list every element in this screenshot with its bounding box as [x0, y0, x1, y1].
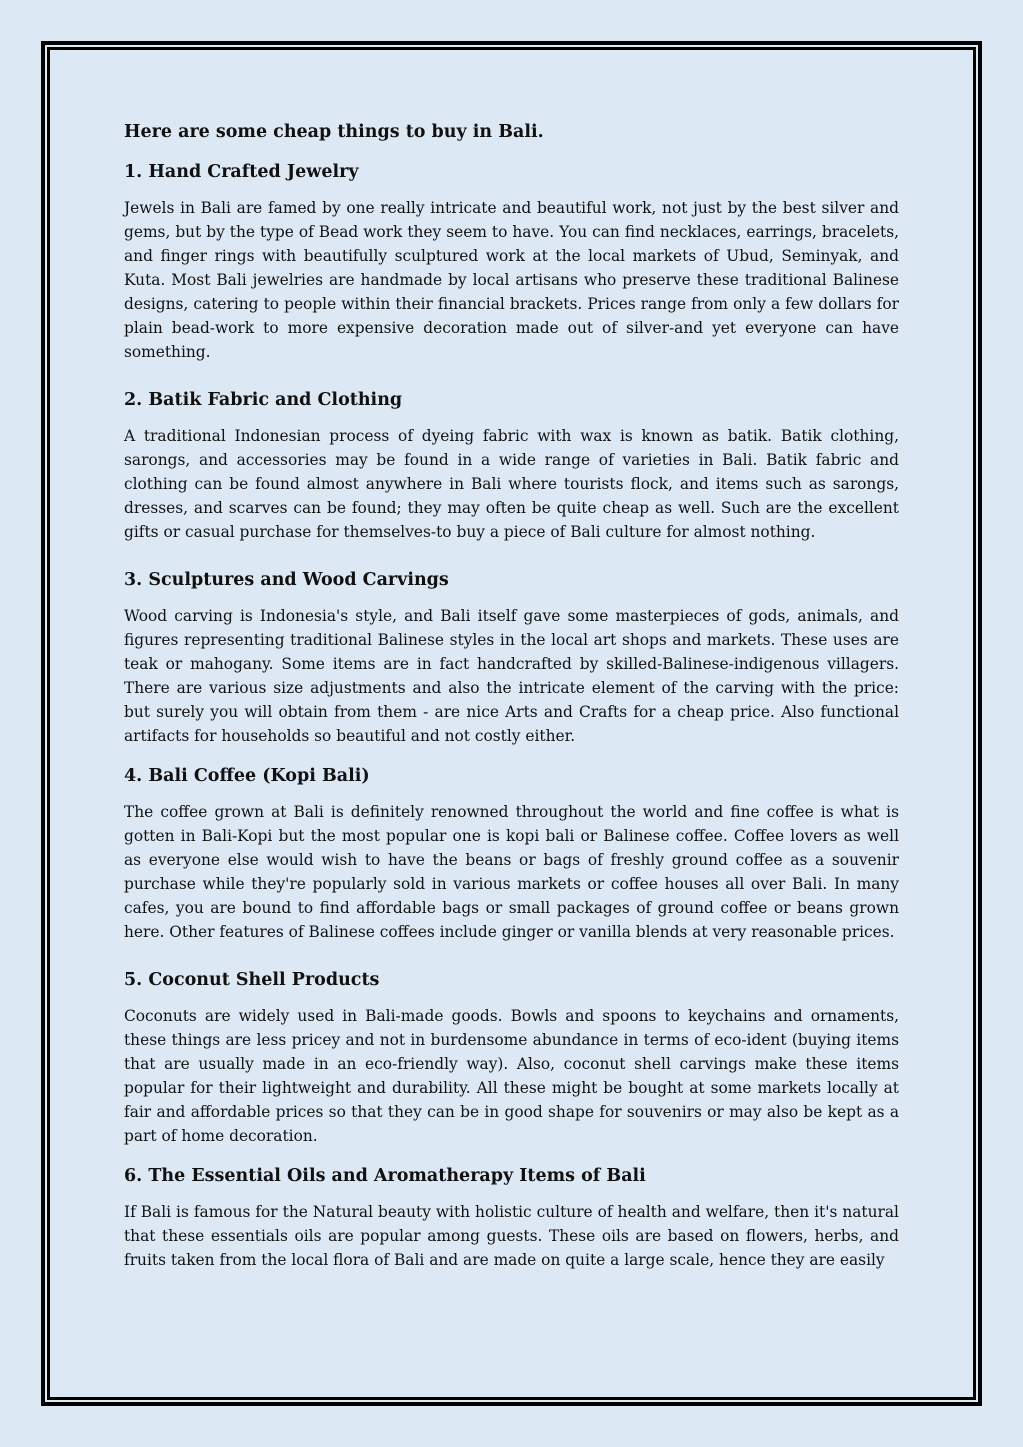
section-heading: 5. Coconut Shell Products: [124, 970, 380, 990]
section-heading: 2. Batik Fabric and Clothing: [124, 390, 403, 410]
section-wood-carvings: [124, 568, 899, 748]
document-body: [124, 120, 899, 1296]
section-essential-oils: [124, 1164, 899, 1272]
section-hand-crafted-jewelry: [124, 160, 899, 364]
section-paragraph: Jewels in Bali are famed by one really intricate and beautiful work, not just by the best silver and gems, but by the type of Bead work they seem to have. You can find necklaces, earrings, bracelets, and finger rings with beautifully sculptured work at the local markets of Ubud, Seminyak, and Kuta. Most Bali jewelries are handmade by local artisans who preserve these traditional Balinese designs, catering to people within their financial brackets. Prices range from only a few dollars for plain bead-work to more expensive decoration made out of silver-and yet everyone can have something.: [124, 199, 899, 361]
intro-heading: Here are some cheap things to buy in Bali.: [124, 122, 544, 142]
section-heading: 1. Hand Crafted Jewelry: [124, 162, 359, 182]
section-coconut-shell: [124, 968, 899, 1148]
section-paragraph: If Bali is famous for the Natural beauty with holistic culture of health and welfare, then it's natural that these essentials oils are popular among guests. These oils are based on flowers, herbs, and fruits taken from the local flora of Bali and are made on quite a large scale, hence they are easily: [124, 1203, 899, 1269]
section-batik-fabric: [124, 388, 899, 544]
section-paragraph: Coconuts are widely used in Bali-made goods. Bowls and spoons to keychains and ornaments, these things are less pricey and not in burdensome abundance in terms of eco-ident (buying items that are usually made in an eco-friendly way). Also, coconut shell carvings make these items popular for their lightweight and durability. All these might be bought at some markets locally at fair and affordable prices so that they can be in good shape for souvenirs or may also be kept as a part of home decoration.: [124, 1007, 899, 1145]
section-heading: 4. Bali Coffee (Kopi Bali): [124, 766, 370, 786]
section-bali-coffee: [124, 764, 899, 944]
section-paragraph: The coffee grown at Bali is definitely renowned throughout the world and fine coffee is what is gotten in Bali-Kopi but the most popular one is kopi bali or Balinese coffee. Coffee lovers as well as everyone else would wish to have the beans or bags of freshly ground coffee as a souvenir purchase while they're popularly sold in various markets or coffee houses all over Bali. In many cafes, you are bound to find affordable bags or small packages of ground coffee or beans grown here. Other features of Balinese coffees include ginger or vanilla blends at very reasonable prices.: [124, 803, 899, 941]
section-paragraph: Wood carving is Indonesia's style, and Bali itself gave some masterpieces of gods, animals, and figures representing traditional Balinese styles in the local art shops and markets. These uses are teak or mahogany. Some items are in fact handcrafted by skilled-Balinese-indigenous villagers. There are various size adjustments and also the intricate element of the carving with the price: but surely you will obtain from them - are nice Arts and Crafts for a cheap price. Also functional artifacts for households so beautiful and not costly either.: [124, 607, 899, 745]
section-heading: 3. Sculptures and Wood Carvings: [124, 570, 449, 590]
section-paragraph: A traditional Indonesian process of dyeing fabric with wax is known as batik. Batik clothing, sarongs, and accessories may be found in a wide range of varieties in Bali. Batik fabric and clothing can be found almost anywhere in Bali where tourists flock, and items such as sarongs, dresses, and scarves can be found; they may often be quite cheap as well. Such are the excellent gifts or casual purchase for themselves-to buy a piece of Bali culture for almost nothing.: [124, 427, 899, 541]
section-heading: 6. The Essential Oils and Aromatherapy Items of Bali: [124, 1166, 646, 1186]
